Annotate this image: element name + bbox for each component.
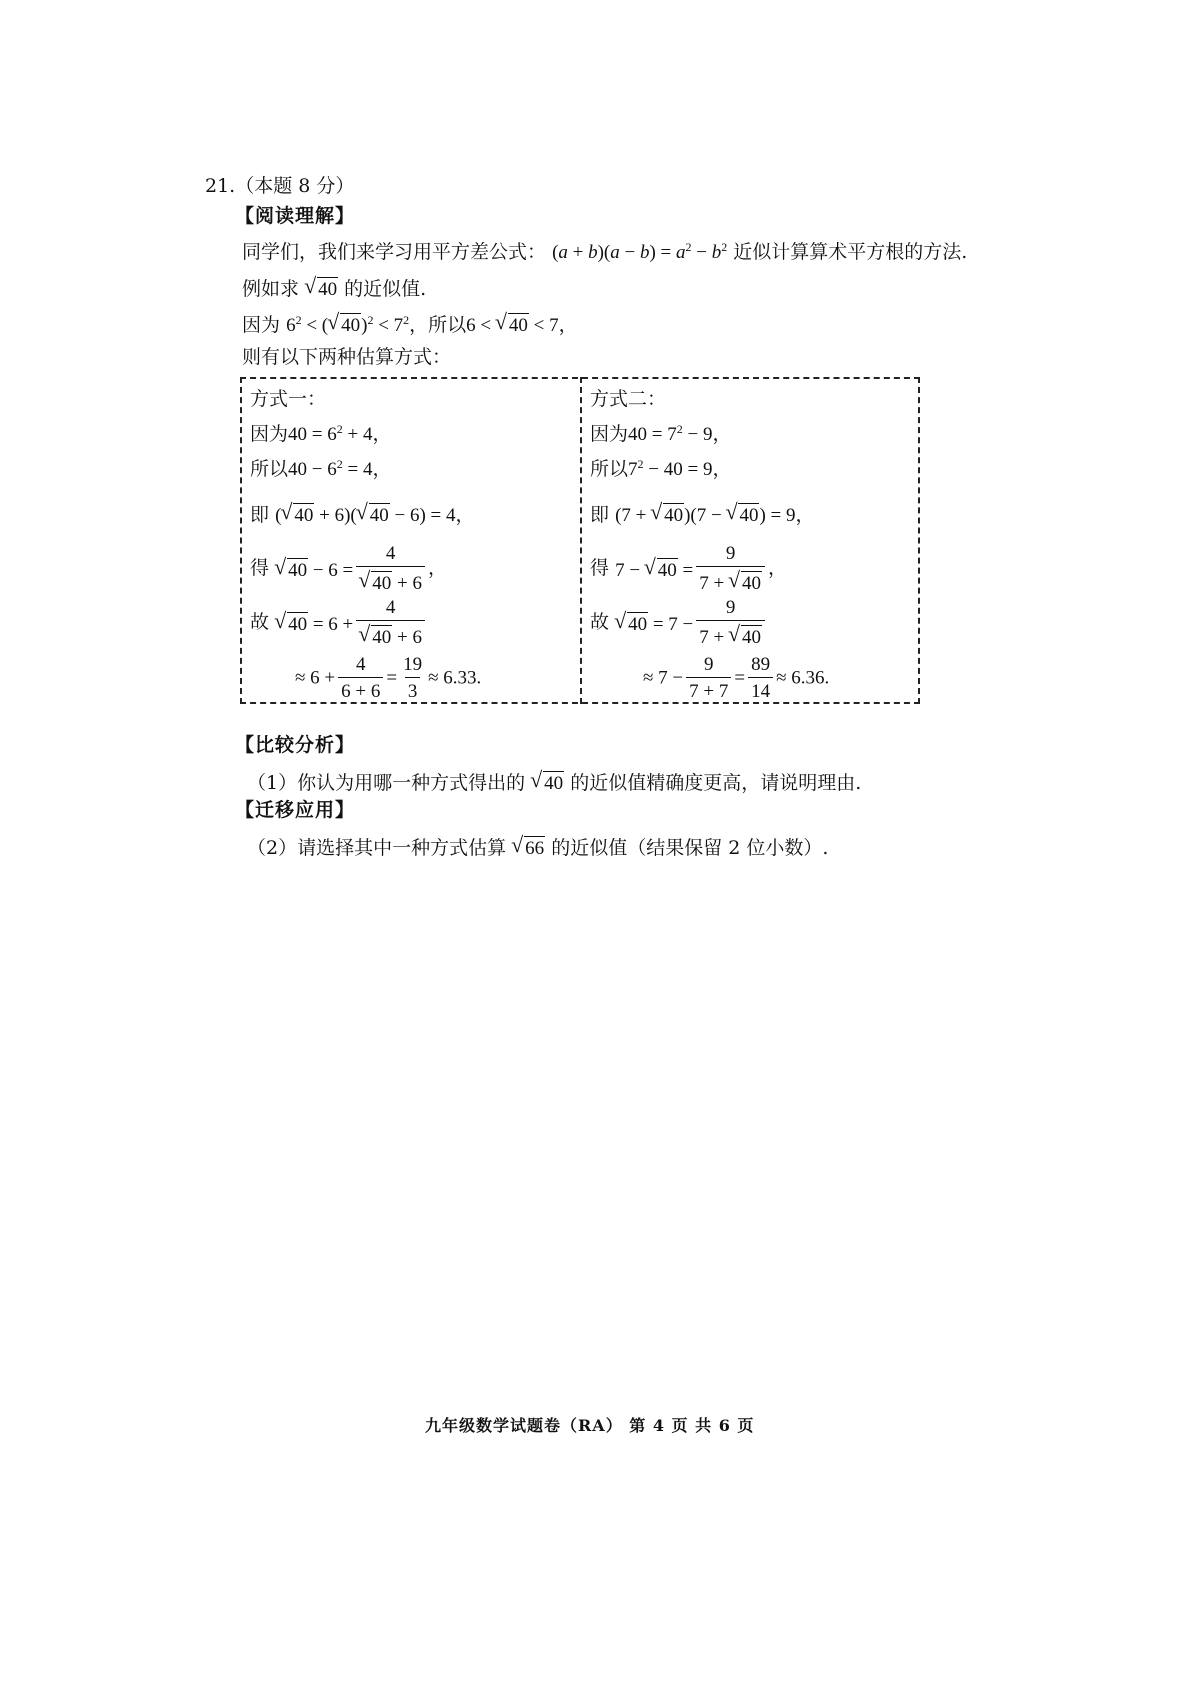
inequality-root: 6 < √ 40 < 7 — [466, 315, 558, 336]
m2-l4-prefix: 得 — [590, 557, 610, 579]
reading-then: 则有以下两种估算方式： — [242, 346, 452, 368]
method1-line2: 所以$40 - 6^2 = 4$， — [250, 457, 392, 480]
q1-prefix: （1）你认为用哪一种方式得出的 — [247, 772, 526, 794]
question-number — [205, 177, 354, 196]
question-points: （本题 8 分） — [235, 175, 355, 197]
inequality-squares: $6^2$ < (√ $40)^2 < 7^2$ — [286, 315, 409, 336]
because-mid: ，所以 — [409, 314, 467, 336]
m1-l5-fraction: 4 √ 40 + 6 — [356, 598, 425, 647]
method2-line3: 即 (7 + √ 40)(7 − √ 40) = 9， — [590, 503, 815, 525]
q1-suffix: 的近似值精确度更高，请说明理由. — [570, 772, 862, 794]
m1-l4-prefix: 得 — [250, 557, 270, 579]
method1-line6: ≈ 6 + $\frac{4}{6 + 6}$ = $\frac{19}{3}$ ≈ 6.33. — [295, 654, 482, 702]
method2-line4: 得 7 − √ 40 = $\frac{9}{7 + √ 40}$ ， — [590, 544, 787, 593]
m2-l5-prefix: 故 — [590, 611, 610, 633]
method1-title: 方式一： — [250, 388, 327, 410]
m1-l5-prefix: 故 — [250, 611, 270, 633]
method1-line4: 得 √ 40 − 6 = 4 √ 40 + 6 ， — [250, 544, 447, 593]
m2-l1-formula: $40 = 7^2 - 9$ — [628, 422, 713, 445]
sqrt-66: √ 66 — [514, 836, 545, 858]
method2-title: 方式二： — [590, 388, 667, 410]
m1-l1-formula: $40 = 6^2 + 4$ — [288, 422, 373, 445]
q2-suffix: 的近似值（结果保留 2 位小数）. — [551, 837, 829, 859]
reading-because: 因为 $6^2$ < (√ $40)^2 < 7^2$，所以6 < √ 40 < 7， — [242, 313, 578, 335]
method1-line5 — [250, 598, 428, 647]
m2-l4-formula: 7 − √ 40 = — [615, 560, 693, 581]
m1-l4-fraction: 4 √ 40 + 6 — [356, 544, 425, 593]
example-suffix: 的近似值. — [344, 278, 427, 300]
method2-line2: 所以$7^2 - 40 = 9$， — [590, 457, 732, 480]
m1-l5-formula: √ 40 = 6 + — [275, 614, 353, 635]
m2-l1-prefix: 因为 — [590, 423, 629, 445]
section-reading-title: 【阅读理解】 — [235, 205, 356, 227]
intro-text: 同学们，我们来学习用平方差公式： — [242, 241, 547, 263]
method1-line1: 因为$40 = 6^2 + 4$， — [250, 422, 392, 445]
m1-l4-formula: √ 40 − 6 = — [275, 560, 353, 581]
m1-l2-formula: $40 - 6^2 = 4$ — [288, 457, 373, 480]
sqrt-40: √ 40 — [307, 277, 338, 299]
formula-difference-of-squares: $(a + b)(a - b) = a^2 - b^2$ — [552, 240, 728, 263]
question-index: 21. — [205, 175, 236, 197]
method1-line3: 即 (√ 40 + 6)(√ 40 − 6) = 4， — [250, 503, 475, 525]
m1-l2-prefix: 所以 — [250, 458, 289, 480]
m2-l2-formula: $7^2 - 40 = 9$ — [628, 457, 713, 480]
reading-example — [242, 277, 426, 299]
intro-suffix: 近似计算算术平方根的方法. — [733, 241, 968, 263]
methods-divider — [580, 377, 582, 704]
section-compare-title: 【比较分析】 — [235, 734, 356, 756]
section-transfer-title: 【迁移应用】 — [235, 799, 356, 821]
m2-l3-formula: (7 + √ 40)(7 − √ 40) = 9 — [615, 505, 795, 526]
reading-intro — [242, 240, 968, 263]
page-footer: 九年级数学试题卷（RA） 第 4 页 共 6 页 — [425, 1416, 755, 1435]
question-2 — [247, 836, 828, 858]
m2-l4-fraction: $\frac{9}{7 + √ 40}$ — [696, 544, 765, 593]
m1-l3-formula: (√ 40 + 6)(√ 40 − 6) = 4 — [275, 505, 455, 526]
example-prefix: 例如求 — [242, 278, 300, 300]
m2-l5-formula: √ 40 = 7 − — [615, 614, 693, 635]
m2-l2-prefix: 所以 — [590, 458, 629, 480]
method2-line5 — [590, 598, 768, 647]
method2-line1: 因为$40 = 7^2 - 9$， — [590, 422, 732, 445]
method2-line6: ≈ 7 − $\frac{9}{7 + 7}$ = $\frac{89}{14}$ ≈ 6.36. — [643, 654, 830, 702]
q2-prefix: （2）请选择其中一种方式估算 — [247, 837, 507, 859]
sqrt-40-q1: √ 40 — [533, 771, 564, 793]
m1-l3-prefix: 即 — [250, 504, 270, 526]
because-prefix: 因为 — [242, 314, 281, 336]
m2-l3-prefix: 即 — [590, 504, 610, 526]
m2-l5-fraction: $\frac{9}{7 + √ 40}$ — [696, 598, 765, 647]
question-1 — [247, 771, 861, 793]
m1-l1-prefix: 因为 — [250, 423, 289, 445]
